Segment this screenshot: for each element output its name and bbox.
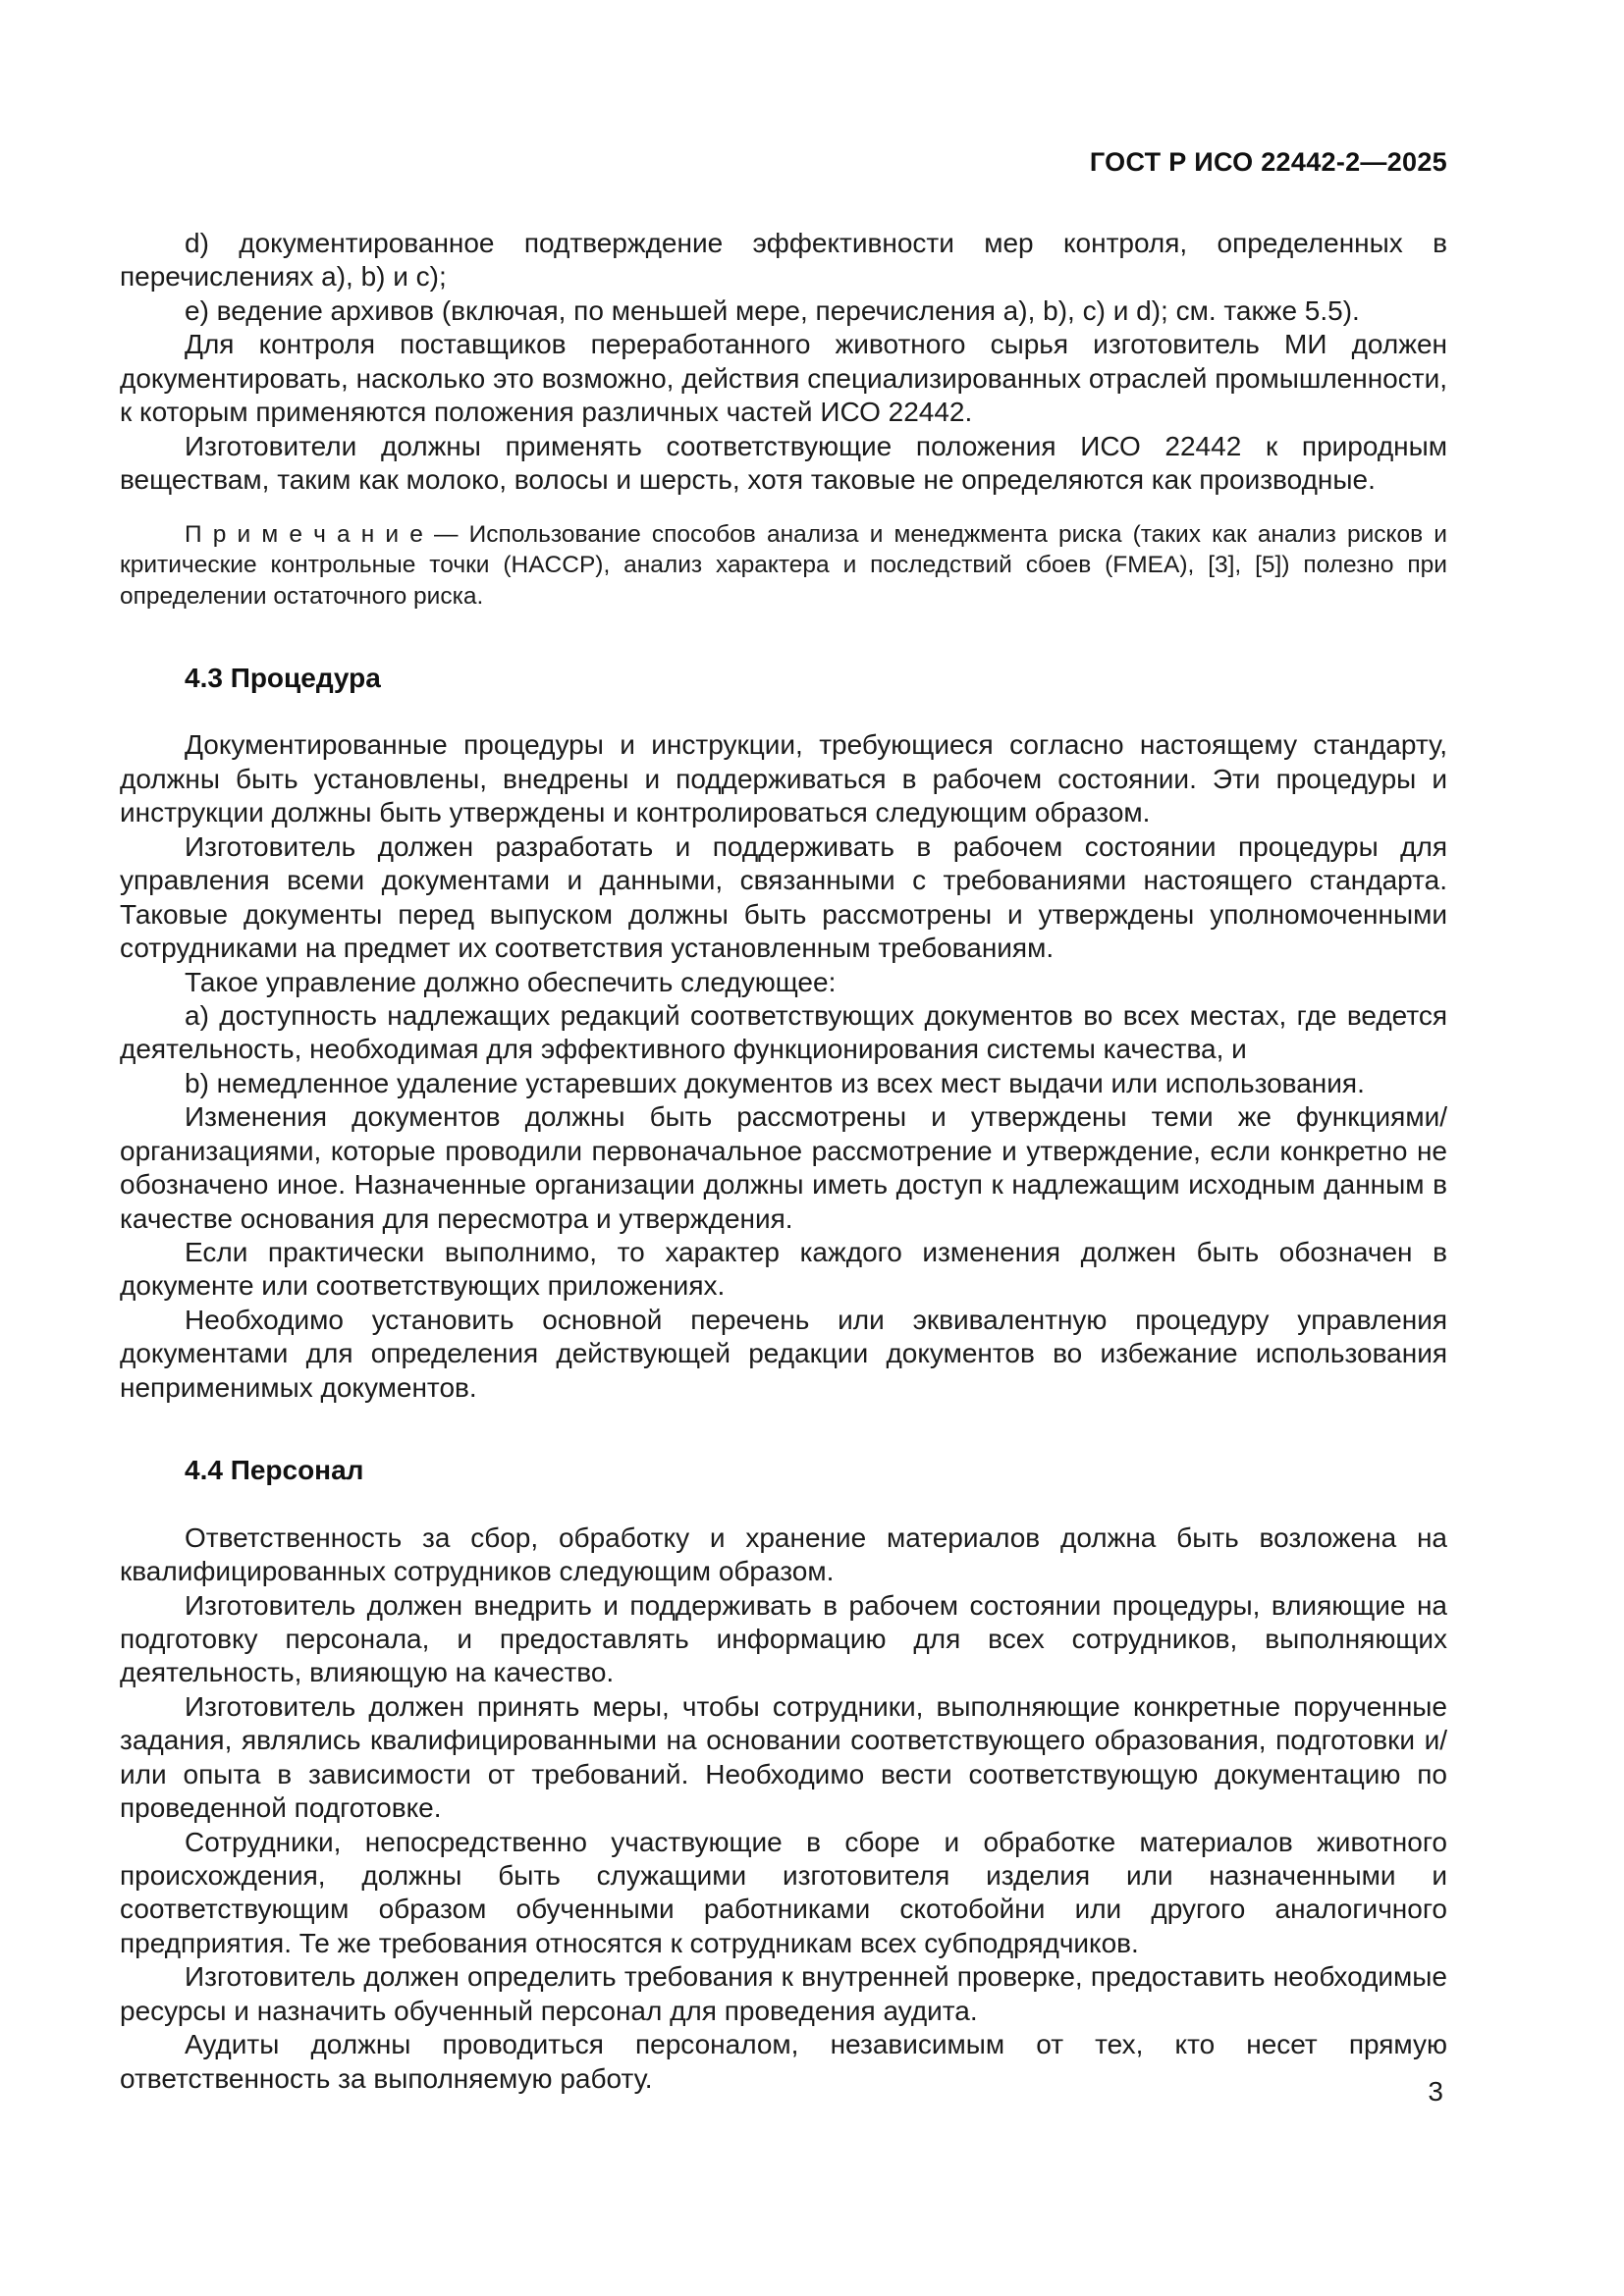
section-heading: 4.3 Процедура	[185, 663, 381, 694]
page-header	[120, 147, 1447, 178]
page-footer	[1428, 2076, 1443, 2108]
body-paragraph: b) немедленное удаление устаревших документов из всех мест выдачи или использования.	[185, 1067, 1365, 1098]
body-paragraph: Изготовитель должен принять меры, чтобы сотрудники, выполняющие конкретные порученные задания, являлись квалифицированными на основании соответствующего образования, подготовки и/или опыта в зависимости от требований. Необходимо вести соответствующую документацию по проведенной подготовке.	[120, 1690, 1447, 1824]
body-paragraph: a) доступность надлежащих редакций соответствующих документов во всех местах, где ведется деятельность, необходимая для эффективного функционирования системы качества, и	[120, 999, 1447, 1065]
document-code: ГОСТ Р ИСО 22442-2—2025	[1089, 147, 1447, 177]
body-paragraph: Если практически выполнимо, то характер каждого изменения должен быть обозначен в документе или соответствующих приложениях.	[120, 1237, 1447, 1302]
body-paragraph: e) ведение архивов (включая, по меньшей мере, перечисления a), b), c) и d); см. также 5.5).	[185, 294, 1360, 326]
body-paragraph: Аудиты должны проводиться персоналом, независимым от тех, кто несет прямую ответственность за выполняемую работу.	[120, 2029, 1447, 2094]
body-paragraph: Необходимо установить основной перечень или эквивалентную процедуру управления документами для определения действующей редакции документов во избежание использования неприменимых документов.	[120, 1304, 1447, 1403]
body-paragraph: Ответственность за сбор, обработку и хранение материалов должна быть возложена на квалифицированных сотрудников следующим образом.	[120, 1522, 1447, 1587]
body-paragraph: Такое управление должно обеспечить следующее:	[185, 966, 837, 997]
section-heading: 4.4 Персонал	[185, 1455, 364, 1486]
page-number: 3	[1428, 2076, 1443, 2107]
note-paragraph: П р и м е ч а н и е — Использование способов анализа и менеджмента риска (таких как анализ рисков и критические контрольные точки (HACCP), анализ характера и последствий сбоев (FMEA), [3], [5]) полезно при определении остаточного риска.	[120, 520, 1447, 611]
body-paragraph: Изготовители должны применять соответствующие положения ИСО 22442 к природным веществам, таким как молоко, волосы и шерсть, хотя таковые не определяются как производные.	[120, 430, 1447, 496]
body-paragraph: Документированные процедуры и инструкции, требующиеся согласно настоящему стандарту, должны быть установлены, внедрены и поддерживаться в рабочем состоянии. Эти процедуры и инструкции должны быть утверждены и контролироваться следующим образом.	[120, 729, 1447, 828]
body-paragraph: d) документированное подтверждение эффективности мер контроля, определенных в перечислениях a), b) и c);	[120, 228, 1447, 293]
body-paragraph: Изготовитель должен внедрить и поддерживать в рабочем состоянии процедуры, влияющие на подготовку персонала, и предоставлять информацию для всех сотрудников, выполняющих деятельность, влияющую на качество.	[120, 1589, 1447, 1688]
body-paragraph: Сотрудники, непосредственно участвующие в сборе и обработке материалов животного происхождения, должны быть служащими изготовителя изделия или назначенными и соответствующим образом обученными работниками скотобойни или другого аналогичного предприятия. Те же требования относятся к сотрудникам всех субподрядчиков.	[120, 1826, 1447, 1958]
body-paragraph: Изменения документов должны быть рассмотрены и утверждены теми же функциями/организациями, которые проводили первоначальное рассмотрение и утверждение, если конкретно не обозначено иное. Назначенные организации должны иметь доступ к надлежащим исходным данным в качестве основания для пересмотра и утверждения.	[120, 1101, 1447, 1234]
body-paragraph: Для контроля поставщиков переработанного животного сырья изготовитель МИ должен документировать, насколько это возможно, действия специализированных отраслей промышленности, к которым применяются положения различных частей ИСО 22442.	[120, 329, 1447, 428]
body-paragraph: Изготовитель должен определить требования к внутренней проверке, предоставить необходимые ресурсы и назначить обученный персонал для проведения аудита.	[120, 1961, 1447, 2026]
body-paragraph: Изготовитель должен разработать и поддерживать в рабочем состоянии процедуры для управления всеми документами и данными, связанными с требованиями настоящего стандарта. Таковые документы перед выпуском должны быть рассмотрены и утверждены уполномоченными сотрудниками на предмет их соответствия установленным требованиям.	[120, 830, 1447, 964]
document-body	[120, 227, 1447, 2096]
